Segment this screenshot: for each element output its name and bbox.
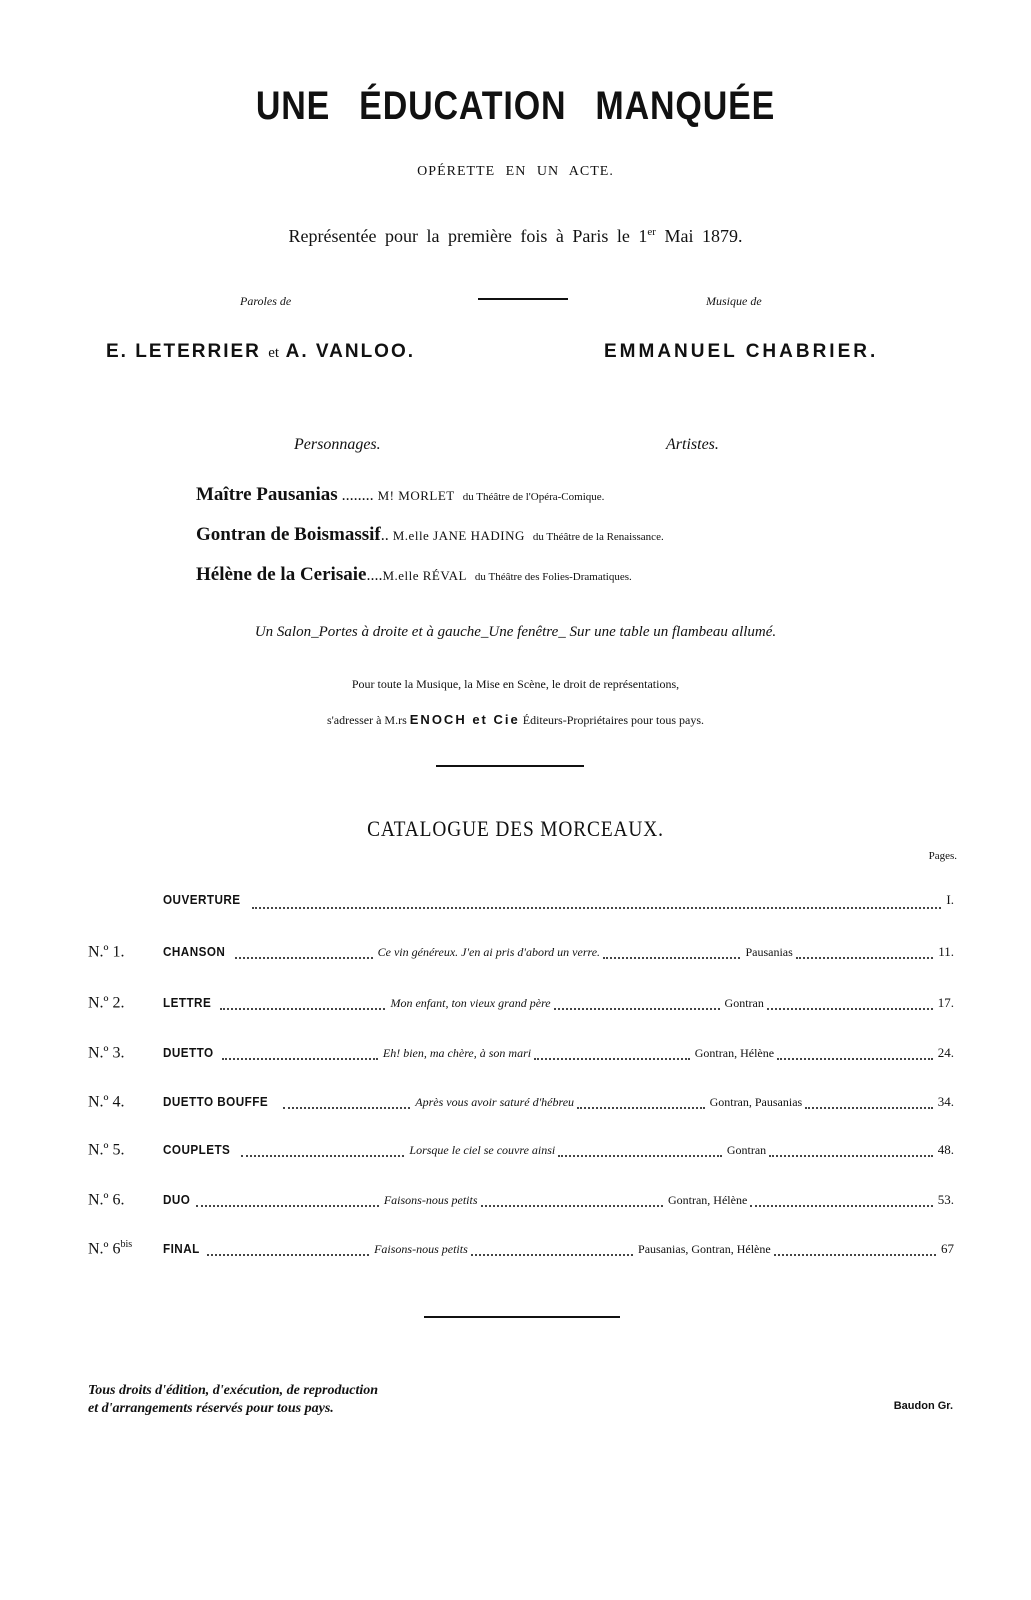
piece-number xyxy=(88,1190,163,1209)
catalogue-row xyxy=(88,1043,954,1065)
page-number: 48. xyxy=(937,1142,955,1158)
cast-row xyxy=(196,484,604,506)
role-name: Maître Pausanias xyxy=(196,484,338,505)
cast-row xyxy=(196,564,632,586)
piece-characters: Gontran xyxy=(724,996,764,1011)
page-number: 53. xyxy=(937,1192,954,1208)
actor-name: M.elle JANE HADING xyxy=(392,528,525,543)
page-title: UNE ÉDUCATION MANQUÉE xyxy=(255,84,776,128)
leader-dots xyxy=(196,1204,378,1207)
piece-number-text: N.º 1. xyxy=(88,943,125,961)
leader-dots xyxy=(235,956,372,959)
roles-heading: Personnages. xyxy=(294,436,381,453)
leader-dots xyxy=(805,1106,933,1109)
role-name: Hélène de la Cerisaie xyxy=(196,564,367,585)
piece-number-text: N.º 5. xyxy=(88,1141,125,1159)
rights-line-1: Pour toute la Musique, la Mise en Scène, le droit de représentations, xyxy=(351,677,680,691)
stage-setting: Un Salon_Portes à droite et à gauche_Une fenêtre_ Sur une table un flambeau allumé. xyxy=(254,624,777,640)
piece-incipit: Faisons-nous petits xyxy=(383,1193,478,1208)
leader-dots xyxy=(222,1057,378,1060)
catalogue-row xyxy=(88,993,954,1015)
leader-dots xyxy=(534,1057,690,1060)
footer-rights-line-1: Tous droits d'édition, d'exécution, de reproduction xyxy=(88,1383,379,1398)
music-label: Musique de xyxy=(706,294,762,308)
catalogue-row xyxy=(88,1190,954,1212)
leader-dots xyxy=(769,1154,933,1157)
piece-incipit: Mon enfant, ton vieux grand père xyxy=(390,996,551,1011)
subtitle: OPÉRETTE EN UN ACTE. xyxy=(417,164,614,179)
piece-incipit: Lorsque le ciel se couvre ainsi xyxy=(409,1143,556,1158)
leader-dots xyxy=(577,1106,705,1109)
lyrics-label: Paroles de xyxy=(240,294,292,308)
actor-name: M! MORLET xyxy=(377,488,455,503)
page-number: 34. xyxy=(937,1094,954,1110)
engraver-credit: Baudon Gr. xyxy=(893,1400,953,1412)
divider xyxy=(424,1316,620,1318)
librettists xyxy=(106,341,415,363)
cast-dots: .. xyxy=(380,527,393,544)
leader-dots xyxy=(750,1204,932,1207)
leader-dots xyxy=(252,906,941,909)
piece-number xyxy=(88,942,163,961)
piece-number xyxy=(88,1140,163,1159)
leader-dots xyxy=(554,1007,720,1010)
librettist-2: A. VANLOO. xyxy=(285,341,416,362)
premiere-date: Mai 1879. xyxy=(655,226,743,246)
piece-incipit: Ce vin généreux. J'en ai pris d'abord un verre. xyxy=(377,945,601,960)
piece-title: LETTRE xyxy=(163,995,212,1011)
leader-dots xyxy=(471,1253,633,1256)
leader-dots xyxy=(774,1253,936,1256)
artists-heading: Artistes. xyxy=(666,436,719,453)
catalogue-row xyxy=(88,1140,954,1162)
page-number: 24. xyxy=(937,1045,954,1061)
piece-characters: Pausanias xyxy=(745,945,793,960)
leader-dots xyxy=(283,1106,411,1109)
pages-label: Pages. xyxy=(928,850,957,862)
piece-title: OUVERTURE xyxy=(163,892,241,907)
catalogue-row xyxy=(88,942,954,964)
piece-characters: Pausanias, Gontran, Hélène xyxy=(638,1242,771,1257)
leader-dots xyxy=(796,956,933,959)
piece-title: DUETTO xyxy=(163,1045,214,1061)
piece-characters: Gontran, Hélène xyxy=(667,1193,748,1208)
leader-dots xyxy=(481,1204,663,1207)
cast-dots: .... xyxy=(366,567,383,584)
piece-number-text: N.º 3. xyxy=(88,1044,125,1062)
leader-dots xyxy=(777,1057,933,1060)
actor-name: M.elle RÉVAL xyxy=(382,568,467,583)
divider xyxy=(436,765,584,767)
premiere-sup: er xyxy=(647,226,656,238)
piece-number-text: N.º 2. xyxy=(88,994,125,1012)
page-number: I. xyxy=(946,892,954,907)
premiere-line xyxy=(0,226,1031,247)
premiere-text: Représentée pour la première fois à Paris le 1 xyxy=(288,226,648,246)
composer: EMMANUEL CHABRIER. xyxy=(604,341,879,362)
rights-line-2 xyxy=(0,712,1031,728)
piece-characters: Gontran, Pausanias xyxy=(709,1095,803,1110)
piece-incipit: Eh! bien, ma chère, à son mari xyxy=(382,1046,532,1061)
catalogue-row xyxy=(88,1092,954,1114)
piece-title: DUO xyxy=(163,1192,191,1208)
piece-characters: Gontran, Hélène xyxy=(694,1046,775,1061)
theatre-name: du Théâtre des Folies-Dramatiques. xyxy=(474,571,632,583)
theatre-name: du Théâtre de la Renaissance. xyxy=(532,531,664,543)
page-number: 17. xyxy=(937,995,954,1011)
role-name: Gontran de Boismassif xyxy=(196,524,381,545)
piece-title: COUPLETS xyxy=(163,1142,231,1158)
piece-number xyxy=(88,1092,163,1111)
piece-incipit: Après vous avoir saturé d'hébreu xyxy=(415,1095,575,1110)
piece-number xyxy=(88,1043,163,1062)
rights-suffix: Éditeurs-Propriétaires pour tous pays. xyxy=(522,713,705,727)
catalogue-title: CATALOGUE DES MORCEAUX. xyxy=(367,816,664,841)
piece-number-text: N.º 6. xyxy=(88,1191,125,1209)
rights-prefix: s'adresser à M.rs xyxy=(326,713,407,727)
footer-rights xyxy=(88,1382,378,1418)
piece-number xyxy=(88,993,163,1012)
piece-number-text: N.º 4. xyxy=(88,1093,125,1111)
leader-dots xyxy=(558,1154,722,1157)
and-word: et xyxy=(268,345,280,361)
piece-number-text: N.º 6 xyxy=(88,1240,121,1258)
cast-row xyxy=(196,524,664,546)
catalogue-row xyxy=(88,1239,954,1261)
footer-rights-line-2: et d'arrangements réservés pour tous pays. xyxy=(88,1401,334,1416)
leader-dots xyxy=(207,1253,369,1256)
page-number: 67 xyxy=(940,1241,954,1257)
piece-title: DUETTO BOUFFE xyxy=(163,1094,269,1110)
leader-dots xyxy=(220,1007,386,1010)
librettist-1: E. LETERRIER xyxy=(106,341,261,362)
leader-dots xyxy=(767,1007,933,1010)
theatre-name: du Théâtre de l'Opéra-Comique. xyxy=(462,491,605,503)
page-number: 11. xyxy=(938,944,954,960)
cast-dots: ........ xyxy=(337,487,378,504)
leader-dots xyxy=(603,956,740,959)
piece-incipit: Faisons-nous petits xyxy=(374,1242,468,1257)
divider xyxy=(478,298,568,300)
piece-title: CHANSON xyxy=(163,944,226,960)
piece-number xyxy=(88,1239,163,1258)
piece-number-sup: bis xyxy=(120,1239,133,1250)
piece-title: FINAL xyxy=(163,1241,200,1257)
piece-characters: Gontran xyxy=(726,1143,767,1158)
publisher-name: ENOCH et Cie xyxy=(409,712,520,727)
leader-dots xyxy=(241,1154,405,1157)
catalogue-row xyxy=(88,892,954,914)
